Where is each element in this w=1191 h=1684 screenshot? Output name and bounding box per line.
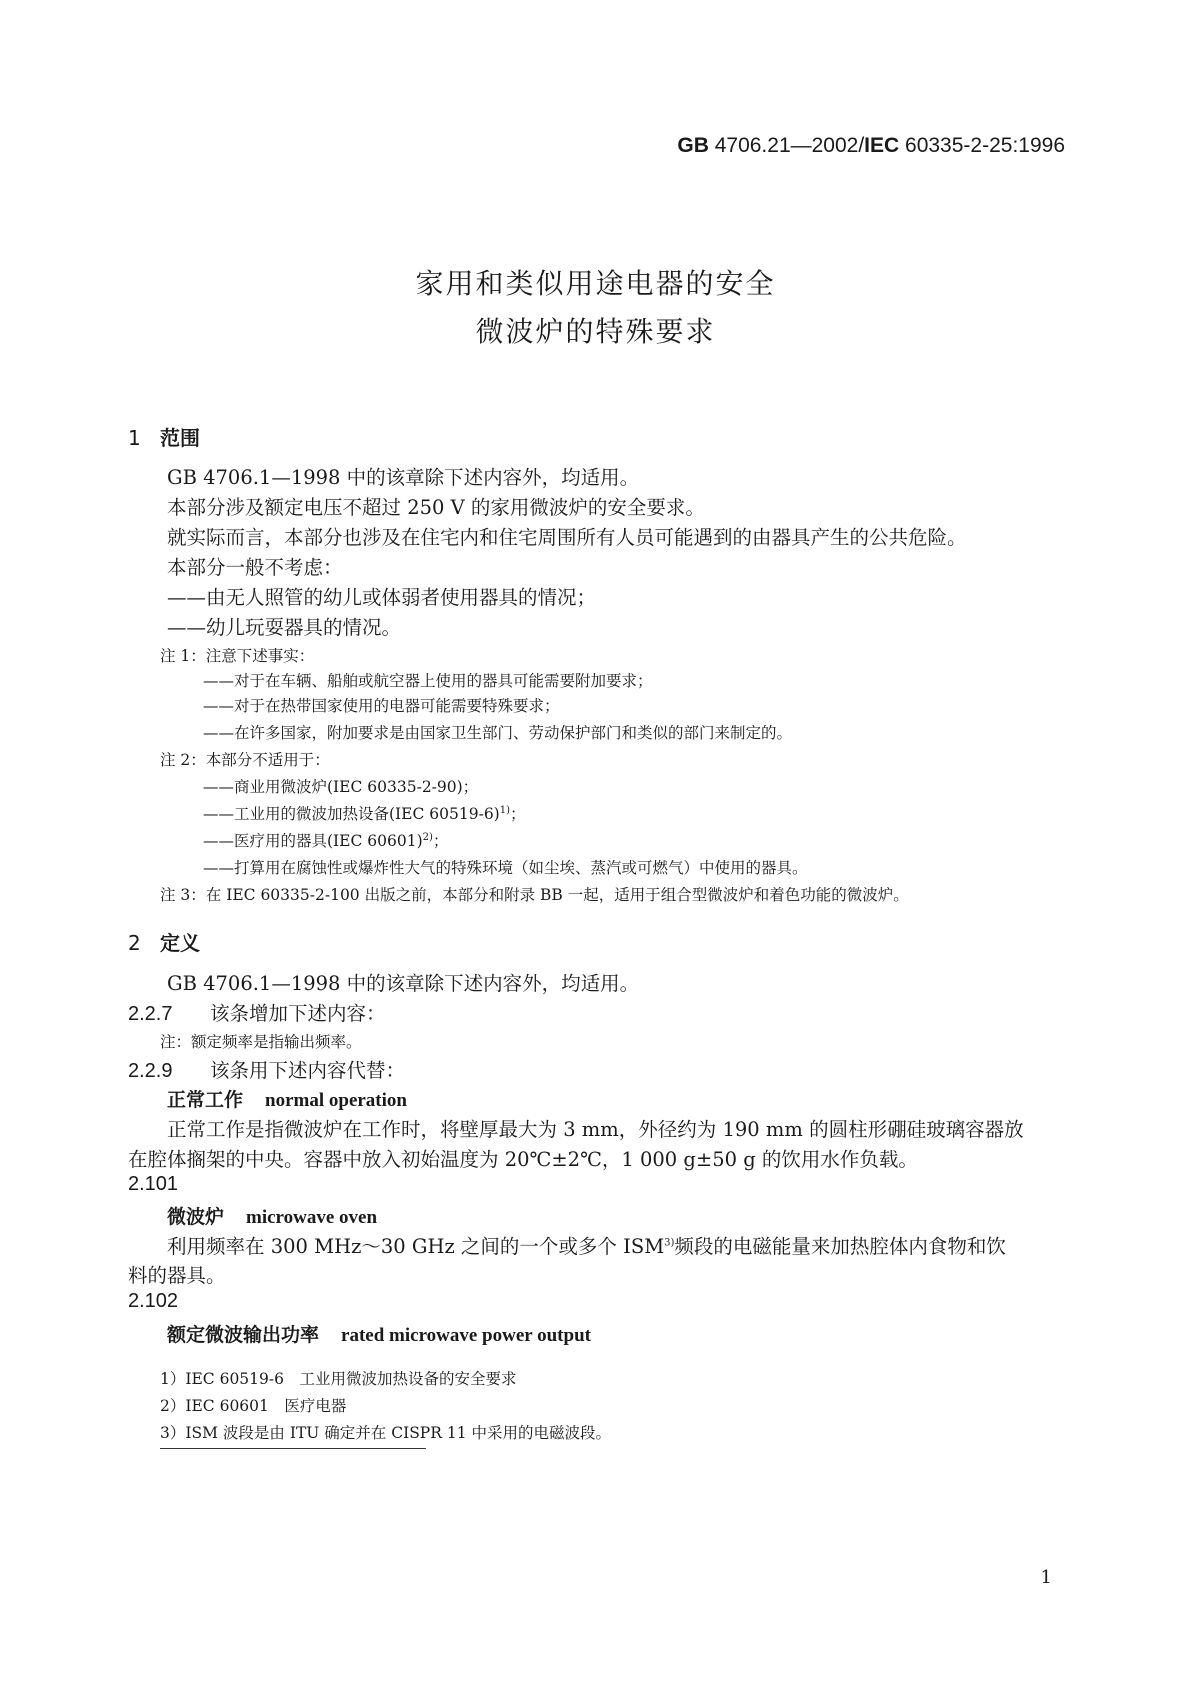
s1-dash-item-1: ——由无人照管的幼儿或体弱者使用器具的情况； — [167, 586, 597, 609]
definition-line: 利用频率在 300 MHz～30 GHz 之间的一个或多个 ISM$^{3)}$频段的电磁能量来加热腔体内食物和饮 — [167, 1235, 1006, 1258]
note-1-item: ——对于在车辆、船舶或航空器上使用的器具可能需要附加要求； — [203, 672, 653, 690]
s1-para-1: GB 4706.1—1998 中的该章除下述内容外，均适用。 — [167, 466, 640, 489]
section-1-heading: 1 范围 — [128, 426, 200, 450]
note-2-item: ——医疗用的器具(IEC 60601)$^{2)}$； — [203, 831, 449, 850]
term-rated-microwave-power-output: 额定微波输出功率 rated microwave power output — [167, 1324, 591, 1346]
note-2-item: ——商业用微波炉(IEC 60335-2-90)； — [203, 778, 479, 796]
definition-line: 料的器具。 — [128, 1264, 226, 1287]
note-3: 注 3：在 IEC 60335-2-100 出版之前，本部分和附录 BB 一起，适用于组合型微波炉和着色功能的微波炉。 — [160, 886, 909, 904]
s2-intro: GB 4706.1—1998 中的该章除下述内容外，均适用。 — [167, 972, 640, 995]
note-1-item: ——在许多国家，附加要求是由国家卫生部门、劳动保护部门和类似的部门来制定的。 — [203, 724, 793, 742]
s1-para-2: 本部分涉及额定电压不超过 250 V 的家用微波炉的安全要求。 — [167, 496, 705, 519]
s1-para-4: 本部分一般不考虑： — [167, 556, 343, 579]
s1-dash-item-2: ——幼儿玩耍器具的情况。 — [167, 616, 402, 639]
note-2-lead: 注 2：本部分不适用于： — [160, 751, 330, 769]
definition-line: 正常工作是指微波炉在工作时，将壁厚最大为 3 mm，外径约为 190 mm 的圆柱形硼硅玻璃容器放 — [167, 1118, 1024, 1141]
footnote-ref: 1) — [499, 804, 510, 816]
note-2-item: ——打算用在腐蚀性或爆炸性大气的特殊环境（如尘埃、蒸汽或可燃气）中使用的器具。 — [203, 859, 808, 877]
note-2-item: ——工业用的微波加热设备(IEC 60519-6)$^{1)}$； — [203, 804, 526, 823]
clause-2-2-9: 2.2.9 该条用下述内容代替： — [128, 1060, 406, 1082]
definition-line: 在腔体搁架的中央。容器中放入初始温度为 20℃±2℃，1 000 g±50 g 的饮用水作负载。 — [128, 1148, 918, 1171]
footnote-ref: 3) — [664, 1237, 675, 1249]
document-title-line1: 家用和类似用途电器的安全 — [415, 267, 776, 300]
s1-para-3: 就实际而言，本部分也涉及在住宅内和住宅周围所有人员可能遇到的由器具产生的公共危险。 — [167, 526, 967, 549]
clause-2-2-7-note: 注：额定频率是指输出频率。 — [160, 1033, 362, 1051]
clause-2-102: 2.102 — [128, 1290, 179, 1312]
term-microwave-oven: 微波炉 microwave oven — [167, 1206, 378, 1228]
section-2-heading: 2 定义 — [128, 931, 200, 955]
clause-2-101: 2.101 — [128, 1173, 179, 1195]
standard-code: GB 4706.21—2002/IEC 60335-2-25:1996 — [677, 134, 1065, 157]
note-1-item: ——对于在热带国家使用的电器可能需要特殊要求； — [203, 697, 560, 715]
footnote-2: 2）IEC 60601 医疗电器 — [160, 1397, 347, 1415]
footnote-1: 1）IEC 60519-6 工业用微波加热设备的安全要求 — [160, 1370, 517, 1388]
term-normal-operation: 正常工作 normal operation — [167, 1089, 407, 1111]
clause-2-2-7: 2.2.7 该条增加下述内容： — [128, 1003, 386, 1025]
note-1-lead: 注 1：注意下述事实： — [160, 647, 315, 665]
page-number: 1 — [1040, 1567, 1052, 1588]
document-title-line2: 微波炉的特殊要求 — [475, 315, 716, 348]
footnote-divider — [160, 1448, 426, 1449]
footnote-ref: 2) — [422, 831, 433, 843]
footnote-3: 3）ISM 波段是由 ITU 确定并在 CISPR 11 中采用的电磁波段。 — [160, 1424, 611, 1442]
